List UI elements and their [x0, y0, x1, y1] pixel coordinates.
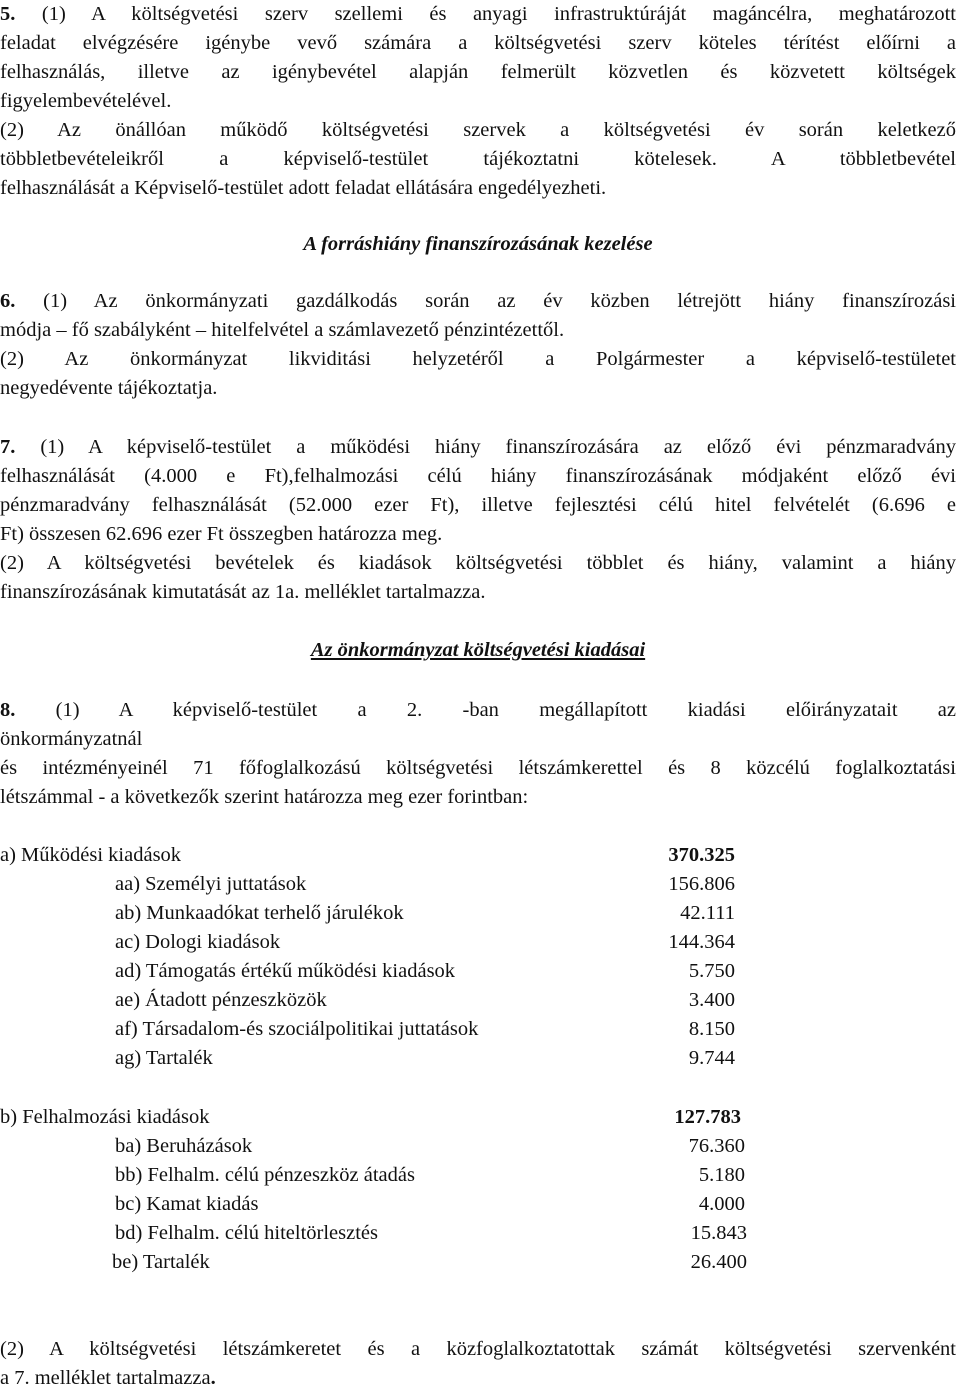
budget-a-total-row	[0, 841, 960, 870]
section-7-line: felhasználását (4.000 e Ft),felhalmozási célú hiány finanszírozásának módjaként előző évi	[0, 465, 956, 487]
section-5-line: (1) A költségvetési szerv szellemi és anyagi infrastruktúráját magáncélra, meghatározott	[15, 3, 956, 25]
section-7-line: Ft) összesen 62.696 ezer Ft összegben határozza meg.	[0, 523, 443, 545]
section-8	[0, 696, 956, 812]
budget-item-label: aa) Személyi juttatások	[115, 873, 307, 895]
budget-a-label: a) Működési kiadások	[0, 844, 182, 866]
section-5-line: felhasználását a Képviselő-testület adott feladat ellátására engedélyezheti.	[0, 177, 607, 199]
budget-item-value: 9.744	[688, 1047, 735, 1069]
budget-b-total: 127.783	[674, 1106, 741, 1128]
budget-row	[0, 1132, 960, 1161]
budget-row	[0, 1161, 960, 1190]
budget-row	[0, 1248, 960, 1277]
section-5-line: figyelembevételével.	[0, 90, 172, 112]
budget-item-value: 26.400	[690, 1251, 747, 1273]
budget-item-label: af) Társadalom-és szociálpolitikai juttatások	[115, 1018, 479, 1040]
budget-item-value: 5.180	[698, 1164, 745, 1186]
section-5	[0, 0, 956, 203]
section-7	[0, 433, 956, 607]
section-8-line: és intézményeinél 71 főfoglalkozású költségvetési létszámkerettel és 8 közcélú foglalkoztatási	[0, 757, 956, 779]
budget-row	[0, 928, 960, 957]
budget-row	[0, 1015, 960, 1044]
budget-item-value: 76.360	[688, 1135, 745, 1157]
section-8-2-line: (2) A költségvetési létszámkeretet és a közfoglalkoztatottak számát költségvetési szervenként	[0, 1338, 956, 1360]
budget-item-label: ad) Támogatás értékű működési kiadások	[115, 960, 456, 982]
section-7-number: 7.	[0, 436, 16, 458]
budget-item-value: 144.364	[668, 931, 735, 953]
budget-item-value: 4.000	[698, 1193, 745, 1215]
budget-a-total: 370.325	[668, 844, 735, 866]
section-8-2	[0, 1335, 956, 1393]
section-7-line: (2) A költségvetési bevételek és kiadások költségvetési többlet és hiány, valamint a hiány	[0, 552, 956, 574]
section-6-line: (2) Az önkormányzat likviditási helyzetéről a Polgármester a képviselő-testületet	[0, 348, 956, 370]
budget-item-label: ba) Beruházások	[115, 1135, 253, 1157]
section-5-number: 5.	[0, 3, 16, 25]
section-6-line: (1) Az önkormányzati gazdálkodás során az év közben létrejött hiány finanszírozási	[15, 290, 956, 312]
budget-row	[0, 870, 960, 899]
section-6-line: módja – fő szabályként – hitelfelvétel a számlavezető pénzintézettől.	[0, 319, 565, 341]
budget-row	[0, 899, 960, 928]
budget-item-label: ae) Átadott pénzeszközök	[115, 989, 327, 1011]
budget-b-label: b) Felhalmozási kiadások	[0, 1106, 210, 1128]
section-6-number: 6.	[0, 290, 16, 312]
budget-row	[0, 986, 960, 1015]
budget-row	[0, 1044, 960, 1073]
budget-item-label: bd) Felhalm. célú hiteltörlesztés	[115, 1222, 379, 1244]
section-8-number: 8.	[0, 699, 16, 721]
section-5-line: felhasználás, illetve az igénybevétel alapján felmerült közvetlen és közvetett költségek	[0, 61, 956, 83]
budget-b-total-row	[0, 1103, 960, 1132]
section-7-line: pénzmaradvány felhasználását (52.000 ezer Ft), illetve fejlesztési célú hitel felvételét (6.696 e	[0, 494, 956, 516]
section-8-line: önkormányzatnál	[0, 728, 143, 750]
budget-item-value: 156.806	[668, 873, 735, 895]
budget-item-label: ab) Munkaadókat terhelő járulékok	[115, 902, 404, 924]
budget-item-label: ag) Tartalék	[115, 1047, 213, 1069]
section-7-line: (1) A képviselő-testület a működési hiány finanszírozására az előző évi pénzmaradvány	[15, 436, 956, 458]
budget-item-label: bc) Kamat kiadás	[115, 1193, 259, 1215]
section-6-line: negyedévente tájékoztatja.	[0, 377, 218, 399]
section-5-line: feladat elvégzésére igénybe vevő számára a költségvetési szerv köteles térítést előírni a	[0, 32, 956, 54]
budget-item-label: bb) Felhalm. célú pénzeszköz átadás	[115, 1164, 415, 1186]
heading-forrashiany: A forráshiány finanszírozásának kezelése	[303, 233, 653, 255]
budget-row	[0, 1219, 960, 1248]
section-7-line: finanszírozásának kimutatását az 1a. melléklet tartalmazza.	[0, 581, 486, 603]
budget-row	[0, 957, 960, 986]
section-8-line: (1) A képviselő-testület a 2. -ban megállapított kiadási előirányzatait az	[15, 699, 956, 721]
budget-item-label: be) Tartalék	[112, 1251, 210, 1273]
budget-row	[0, 1190, 960, 1219]
budget-item-value: 42.111	[680, 902, 735, 924]
section-6	[0, 287, 956, 403]
budget-item-value: 3.400	[688, 989, 735, 1011]
section-8-2-line: a 7. melléklet tartalmazza	[0, 1367, 211, 1389]
budget-item-label: ac) Dologi kiadások	[115, 931, 281, 953]
section-5-line: (2) Az önállóan működő költségvetési szervek a költségvetési év során keletkező	[0, 119, 956, 141]
section-5-line: többletbevételeikről a képviselő-testület tájékoztatni kötelesek. A többletbevétel	[0, 148, 956, 170]
budget-item-value: 15.843	[690, 1222, 747, 1244]
section-8-line: létszámmal - a következők szerint határozza meg ezer forintban:	[0, 786, 529, 808]
heading-kiadasai: Az önkormányzat költségvetési kiadásai	[310, 639, 646, 661]
section-8-2-end: .	[210, 1367, 216, 1389]
budget-item-value: 8.150	[688, 1018, 735, 1040]
budget-item-value: 5.750	[688, 960, 735, 982]
